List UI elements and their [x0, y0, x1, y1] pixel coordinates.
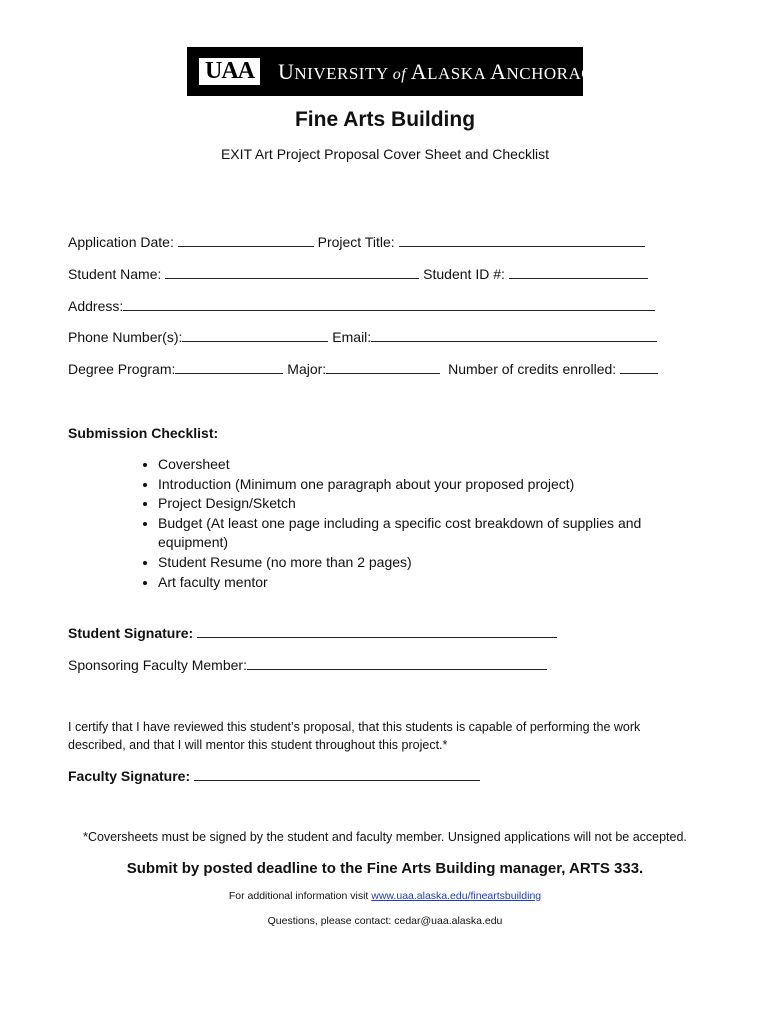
checklist-item: • Student Resume (no more than 2 pages) [158, 553, 678, 573]
uaa-logo-mark: UAA [199, 58, 260, 85]
page-title: Fine Arts Building [294, 108, 476, 131]
project-title-field[interactable] [399, 233, 645, 247]
row-sponsoring-faculty [68, 656, 547, 673]
row-student-signature [68, 624, 557, 641]
major-field[interactable] [326, 360, 440, 374]
row-contact [68, 328, 657, 345]
signature-note: *Coversheets must be signed by the student and faculty member. Unsigned applications will not be accepted. [83, 830, 687, 844]
checklist-heading: Submission Checklist: [68, 425, 219, 441]
credits-field[interactable] [620, 360, 658, 374]
address-field[interactable] [123, 297, 655, 311]
degree-program-label: Degree Program: [68, 361, 176, 377]
degree-program-field[interactable] [175, 360, 283, 374]
credits-label: Number of credits enrolled: [448, 361, 617, 377]
student-signature-label: Student Signature: [68, 625, 194, 641]
phone-field[interactable] [182, 328, 328, 342]
row-address [68, 297, 655, 314]
application-date-field[interactable] [178, 233, 314, 247]
address-label: Address: [68, 298, 124, 314]
submission-checklist [130, 455, 678, 592]
page-subtitle: EXIT Art Project Proposal Cover Sheet and Checklist [220, 146, 550, 162]
deadline-notice: Submit by posted deadline to the Fine Arts Building manager, ARTS 333. [126, 860, 644, 877]
checklist-item: • Art faculty mentor [158, 573, 678, 593]
additional-info-text: For additional information visit [228, 890, 372, 902]
checklist-item: • Introduction (Minimum one paragraph about your proposed project) [158, 475, 678, 495]
faculty-signature-label: Faculty Signature: [68, 768, 191, 784]
sponsoring-faculty-field[interactable] [247, 656, 547, 670]
phone-label: Phone Number(s): [68, 329, 183, 345]
email-label: Email: [332, 329, 372, 345]
student-signature-field[interactable] [197, 624, 557, 638]
student-id-label: Student ID #: [423, 266, 505, 282]
checklist-item: • Coversheet [158, 455, 678, 475]
major-label: Major: [287, 361, 327, 377]
student-id-field[interactable] [509, 265, 648, 279]
certification-statement: I certify that I have reviewed this student’s proposal, that this students is capable of performing the work described, and that I will mentor this student throughout this project.* [68, 720, 641, 752]
sponsoring-faculty-label: Sponsoring Faculty Member: [68, 657, 247, 673]
additional-info [0, 890, 770, 902]
project-title-label: Project Title: [317, 234, 395, 250]
application-date-label: Application Date: [68, 234, 174, 250]
university-logo [187, 47, 605, 96]
checklist-item: • Budget (At least one page including a specific cost breakdown of supplies and equipment) [158, 514, 678, 553]
row-application [68, 233, 645, 250]
row-student [68, 265, 648, 282]
contact-line: Questions, please contact: cedar@uaa.alaska.edu [267, 915, 503, 927]
university-name: UNIVERSITY of ALASKA ANCHORAGE [278, 58, 605, 84]
row-faculty-signature [68, 767, 480, 784]
fine-arts-building-link[interactable]: www.uaa.alaska.edu/fineartsbuilding [371, 890, 542, 902]
row-degree [68, 360, 658, 377]
student-name-label: Student Name: [68, 266, 162, 282]
checklist-item: • Project Design/Sketch [158, 494, 678, 514]
email-field[interactable] [371, 328, 657, 342]
student-name-field[interactable] [165, 265, 419, 279]
faculty-signature-field[interactable] [194, 767, 480, 781]
